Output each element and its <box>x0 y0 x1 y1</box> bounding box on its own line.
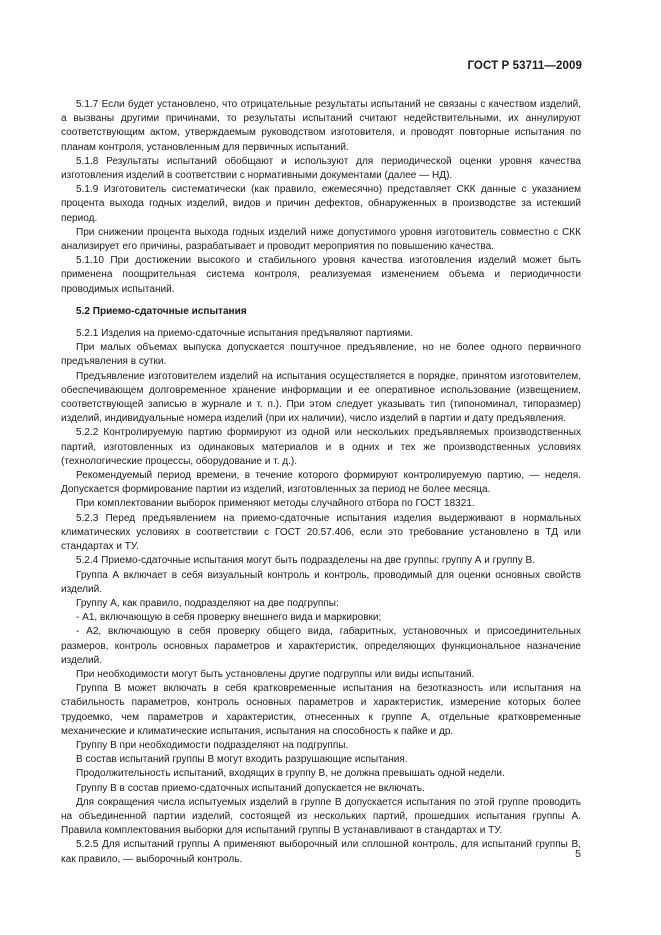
document-header: ГОСТ Р 53711—2009 <box>467 60 582 72</box>
paragraph: При малых объемах выпуска допускается поштучное предъявление, но не более одного первичного предъявления в сутки. <box>61 342 581 368</box>
paragraph: При снижении процента выхода годных изделий ниже допустимого уровня изготовитель совместно с СКК анализирует его причины, разрабатывает и проводит мероприятия по повышению качества. <box>61 226 581 253</box>
page-body <box>61 98 581 867</box>
paragraph: Рекомендуемый период времени, в течение которого формируют контролируемую партию, — неделя. Допускается формирование партии из изделий, изготовленных за период не более месяца. <box>61 470 581 496</box>
paragraph-5-2-5: 5.2.5 Для испытаний группы А применяют выборочный или сплошной контроль, для испытаний группы В, как правило, — выборочный контроль. <box>61 839 581 865</box>
list-item: - А2, включающую в себя проверку общего вида, габаритных, установочных и присоединительных размеров, контроль основных параметров и характеристик, определяющих функциональное назначение изделий. <box>61 626 581 666</box>
paragraph-5-1-7: 5.1.7 Если будет установлено, что отрицательные результаты испытаний не связаны с качеством изделий, а вызваны другими причинами, то результаты испытаний считают недействительными, их аннулируют соответствующим актом, утверждаемым руководством изготовителя, и проводят повторные испытания по планам контроля, установленным для первичных испытаний. <box>61 99 581 153</box>
paragraph: Группу А, как правило, подразделяют на две подгруппы: <box>76 597 339 609</box>
paragraph: Продолжительность испытаний, входящих в группу В, не должна превышать одной недели. <box>76 768 505 780</box>
paragraph: При необходимости могут быть установлены другие подгруппы или виды испытаний. <box>76 668 475 680</box>
paragraph-5-1-9: 5.1.9 Изготовитель систематически (как правило, ежемесячно) представляет СКК данные с указанием процента выхода годных изделий, видов и причин дефектов, обнаруженных в производстве за истекший период. <box>61 184 581 224</box>
paragraph-5-1-10: 5.1.10 При достижении высокого и стабильного уровня качества изготовления изделий может быть применена поощрительная система контроля, реализуемая изменением объема и периодичности проводимых испытаний. <box>61 255 581 295</box>
paragraph: При комплектовании выборок применяют методы случайного отбора по ГОСТ 18321. <box>76 498 475 510</box>
paragraph: Группа В может включать в себя кратковременные испытания на безотказность или испытания на стабильность параметров, контроль основных параметров и характеристик, измерение которых более трудоемко, чем параметров и характеристик, отнесенных к группе А, отдельные кратковременные механические и климатические испытания, испытания на способность к пайке и др. <box>61 683 581 737</box>
paragraph-5-2-1: 5.2.1 Изделия на приемо-сдаточные испытания предъявляют партиями. <box>76 328 414 340</box>
section-heading: 5.2 Приемо-сдаточные испытания <box>76 305 247 317</box>
paragraph-5-2-2: 5.2.2 Контролируемую партию формируют из одной или нескольких предъявляемых производственных партий, изготовленных из одинаковых материалов и в одних и тех же производственных условиях (технологические процессы, оборудование и т. д.). <box>61 427 581 467</box>
paragraph-5-2-4: 5.2.4 Приемо-сдаточные испытания могут быть подразделены на две группы: группу А и группу В. <box>76 555 536 567</box>
paragraph: Группу В в состав приемо-сдаточных испытаний допускается не включать. <box>76 782 425 794</box>
paragraph: Группу В при необходимости подразделяют на подгруппы. <box>76 739 349 751</box>
paragraph: Для сокращения числа испытуемых изделий в группе В допускается испытания по этой группе проводить на объединенной партии изделий, состоящей из нескольких партий, прошедших испытания группы А. Правила комплектования выборки для испытаний группы В устанавливают в стандартах и ТУ. <box>61 796 581 837</box>
paragraph: В состав испытаний группы В могут входить разрушающие испытания. <box>76 754 408 766</box>
list-item: - А1, включающую в себя проверку внешнего вида и маркировки; <box>76 612 382 624</box>
paragraph-5-2-3: 5.2.3 Перед предъявлением на приемо-сдаточные испытания изделия выдерживают в нормальных климатических условиях в соответствии с ГОСТ 20.57.406, если это требование установлено в ТД или стандартах и ТУ. <box>61 512 581 553</box>
paragraph: Предъявление изготовителем изделий на испытания осуществляется в порядке, принятом изготовителем, обеспечивающем долговременное хранение информации и ее оперативное использование (извещением, соответствующей записью в журнале и т. п.). При этом следует указывать тип (типономинал, типоразмер) изделий, индивидуальные номера изделий (при их наличии), число изделий в партии и дату предъявления. <box>61 370 581 425</box>
paragraph-5-1-8: 5.1.8 Результаты испытаний обобщают и используют для периодической оценки уровня качества изготовления изделий в соответствии с нормативными документами (далее — НД). <box>61 155 581 182</box>
paragraph: Группа А включает в себя визуальный контроль и контроль, проводимый для оценки основных свойств изделий. <box>61 569 581 595</box>
page-number: 5 <box>575 848 581 860</box>
